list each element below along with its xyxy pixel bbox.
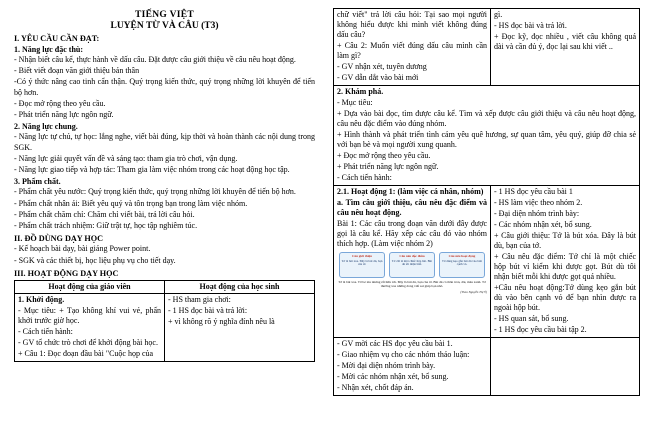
paragraph: + Đọc mở rộng theo yêu cầu. <box>337 151 431 160</box>
paragraph: - Mời đại diện nhóm trình bày. <box>337 361 436 370</box>
paragraph: - GV tổ chức trò chơi để khởi động bài học. <box>18 337 158 347</box>
paragraph: Bài 1: Các câu trong đoạn văn dưới đây được gọi là câu kể. Hãy xếp các câu đó vào nhóm thích hợp. (Làm việc nhóm 2) <box>337 219 487 248</box>
page-subtitle: LUYỆN TỪ VÀ CÂU (T3) <box>110 21 219 31</box>
cell-teacher-activity <box>334 9 491 86</box>
subheading-general-competence: 2. Năng lực chung. <box>14 122 78 132</box>
illustration-card <box>339 252 385 278</box>
paragraph: +Câu nêu hoạt động:Tớ dùng kẹo gắn bút dù vào bên cạnh vỏ để bạn nhìn được ra ngoài hộp bút. <box>494 283 636 312</box>
cell-teacher-activity <box>334 186 491 338</box>
card-text: Tớ là bút xóa. Đây là bút dù, bạn của tớ. <box>341 258 383 267</box>
paragraph: - Phẩm chất yêu nước: Quý trọng kiến thức, quý trọng những lời khuyên để tiến bộ hơn. <box>14 187 296 197</box>
paragraph: - Mục tiêu: + Tạo không khí vui vẻ, phấn khởi trước giờ học. <box>18 305 161 325</box>
table-row <box>334 9 640 86</box>
paragraph: - Phẩm chất nhân ái: Biết yêu quý và tôn trọng bạn trong làm việc nhóm. <box>14 198 248 208</box>
paragraph: - Mục tiêu: <box>337 98 373 107</box>
paragraph: - Mời các nhóm nhận xét, bổ sung. <box>337 372 449 381</box>
paragraph: - Cách tiến hành: <box>337 173 392 182</box>
paragraph: + Câu giới thiệu: Tớ là bút xóa. Đây là bút dù, bạn của tớ. <box>494 231 636 250</box>
paragraph: - Phẩm chất trách nhiệm: Giữ trật tự, học tập nghiêm túc. <box>14 221 198 231</box>
illustration-cards <box>337 252 487 278</box>
card-title: Câu nêu hoạt động <box>448 254 476 258</box>
subheading-qualities: 3. Phẩm chất. <box>14 177 61 187</box>
paragraph: - HS làm việc theo nhóm 2. <box>494 198 583 207</box>
paragraph: - 1 HS đọc yêu cầu bài tập 2. <box>494 325 587 334</box>
illustration-credit: (Theo Nguyễn Thị Ý) <box>460 289 487 294</box>
table-row <box>334 86 640 186</box>
paragraph: - Nhận biết câu kể, thực hành về dấu câu. Đặt được câu giới thiệu về câu nêu hoạt động. <box>14 55 296 64</box>
card-text: Tớ dùng kẹo gắn bút dù vào bên cạnh vỏ. <box>441 258 483 267</box>
paragraph: - GV nhận xét, tuyên dương <box>337 62 427 71</box>
paragraph: - HS đọc bài và trả lời. <box>494 21 567 30</box>
cell-student-activity <box>491 186 640 338</box>
subheading-specific-competence: 1. Năng lực đặc thù: <box>14 45 84 54</box>
paragraph: - HS quan sát, bổ sung. <box>494 314 569 323</box>
page-title: TIẾNG VIỆT <box>134 10 195 20</box>
paragraph: + vì không rõ ý nghĩa đính nêu là <box>168 316 275 326</box>
right-column <box>325 0 650 444</box>
paragraph: + Phát triển năng lực ngôn ngữ. <box>337 162 439 171</box>
illustration-card <box>389 252 435 278</box>
paragraph: - Năng lực tự chủ, tự học: lắng nghe, viết bài đúng, kịp thời và hoàn thành các nội dung trong SGK. <box>14 132 315 152</box>
paragraph: - Giao nhiệm vụ cho các nhóm thảo luận: <box>337 350 470 359</box>
paragraph: - Biết viết đoạn văn giới thiệu bản thân <box>14 66 140 76</box>
paragraph: - Các nhóm nhận xét, bổ sung. <box>494 220 592 229</box>
paragraph: + Câu nêu đặc điểm: Tớ chỉ là một chiếc hộp bút vỉ kiểm khi được gọt. Bút dù tôi nhận biết mỗi khi được gọt quá nhiều. <box>494 252 636 281</box>
section-heading-activities: III. HOẠT ĐỘNG DẠY HỌC <box>14 268 119 278</box>
table-header-row <box>15 280 315 293</box>
table-row <box>334 186 640 338</box>
activities-table-continued <box>333 8 640 396</box>
activities-table <box>14 280 315 362</box>
paragraph: + Câu 1: Đọc đoạn đầu bài "Cuộc họp của <box>18 348 154 358</box>
paragraph: - Phẩm chất chăm chỉ: Chăm chỉ viết bài, trả lời câu hỏi. <box>14 209 195 219</box>
column-header-teacher: Hoạt động của giáo viên <box>15 280 165 293</box>
table-row <box>334 338 640 396</box>
paragraph: gì. <box>494 10 503 19</box>
illustration-figure <box>337 252 487 294</box>
paragraph: - Kế hoạch bài dạy, bài giảng Power point. <box>14 244 151 254</box>
paragraph: - Phát triển năng lực ngôn ngữ. <box>14 110 114 120</box>
paragraph: - Đại diện nhóm trình bày: <box>494 209 580 218</box>
cell-student-activity <box>165 293 315 361</box>
cell-student-activity <box>491 338 640 396</box>
paragraph: + Câu 2: Muốn viết đúng dấu câu mình cần làm gì? <box>337 41 487 60</box>
paragraph: 1. Khởi động. <box>18 294 65 304</box>
card-text: Tớ chỉ là một chiếc hộp bút. Bút dù tôi nhận biết. <box>391 258 433 267</box>
column-header-student: Hoạt động của học sinh <box>165 280 315 293</box>
cell-teacher-activity <box>334 338 491 396</box>
section-heading-requirements: I. YÊU CẦU CẦN ĐẠT: <box>14 34 100 43</box>
paragraph: chữ viết" trả lời câu hỏi: Tại sao mọi người không hiểu được khi mình viết không đúng dấu câu? <box>337 10 487 39</box>
table-row <box>15 293 315 361</box>
paragraph: - HS tham gia chơi: <box>168 294 231 304</box>
paragraph: + Đọc kỹ, đọc nhiều , viết câu không quá dài và cần đủ ý, đọc lại sau khi viết .. <box>494 32 636 51</box>
cell-teacher-activity <box>15 293 165 361</box>
paragraph: + Dựa vào bài đọc, tìm được câu kể. Tìm và xếp được câu giới thiệu và câu nêu hoạt động, câu nêu đặc điểm vào đúng nhóm. <box>337 109 636 128</box>
paragraph: - GV dẫn dắt vào bài mới <box>337 73 419 82</box>
card-title: Câu nêu đặc điểm <box>399 254 425 258</box>
paragraph: a. Tìm câu giới thiệu, câu nêu đặc điểm và câu nêu hoạt động. <box>337 198 487 217</box>
illustration-caption: Tớ là bút xóa. Tớ bé xíu nhưng rất hữu ích. Đây là bút dù, bạn của tớ. Bút dù có thân tròn, dài, màu xanh. Tớ thường xóa những dòng viết sai giúp bạn nhỏ. <box>338 280 486 289</box>
paragraph: 2.1. Hoạt động 1: (làm việc cá nhân, nhóm) <box>337 187 484 196</box>
illustration-card <box>439 252 485 278</box>
paragraph: - SGK và các thiết bị, học liệu phụ vụ cho tiết dạy. <box>14 255 176 265</box>
paragraph: - 1 HS đọc yêu cầu bài 1 <box>494 187 573 196</box>
cell-student-activity <box>491 9 640 86</box>
paragraph: - Năng lực giải quyết vấn đề và sáng tạo: tham gia trò chơi, vận dụng. <box>14 153 238 163</box>
paragraph: - 1 HS đọc bài và trả lời: <box>168 305 248 315</box>
paragraph: -Có ý thức nâng cao tinh cẩn thận. Quý trọng kiến thức, quý trọng những lời khuyên để tiến bộ hơn. <box>14 77 315 97</box>
paragraph: - Nhận xét, chốt đáp án. <box>337 383 414 392</box>
paragraph: + Hình thành và phát triển tình cảm yêu quê hương, sự quan tâm, yêu quý, giúp đỡ chia sẻ với bạn bè và mọi người xung quanh. <box>337 130 636 149</box>
paragraph: - Năng lực giao tiếp và hợp tác: Tham gia làm việc nhóm trong các hoạt động học tập. <box>14 165 290 175</box>
cell-discovery-section <box>334 86 640 186</box>
paragraph: - Đọc mở rộng theo yêu cầu. <box>14 98 106 108</box>
paragraph: 2. Khám phá. <box>337 87 384 96</box>
section-heading-teaching-aids: II. ĐỒ DÙNG DẠY HỌC <box>14 234 104 244</box>
paragraph: - GV mời các HS đọc yêu cầu bài 1. <box>337 339 453 348</box>
paragraph: - Cách tiến hành: <box>18 326 73 336</box>
card-title: Câu giới thiệu <box>352 254 372 258</box>
